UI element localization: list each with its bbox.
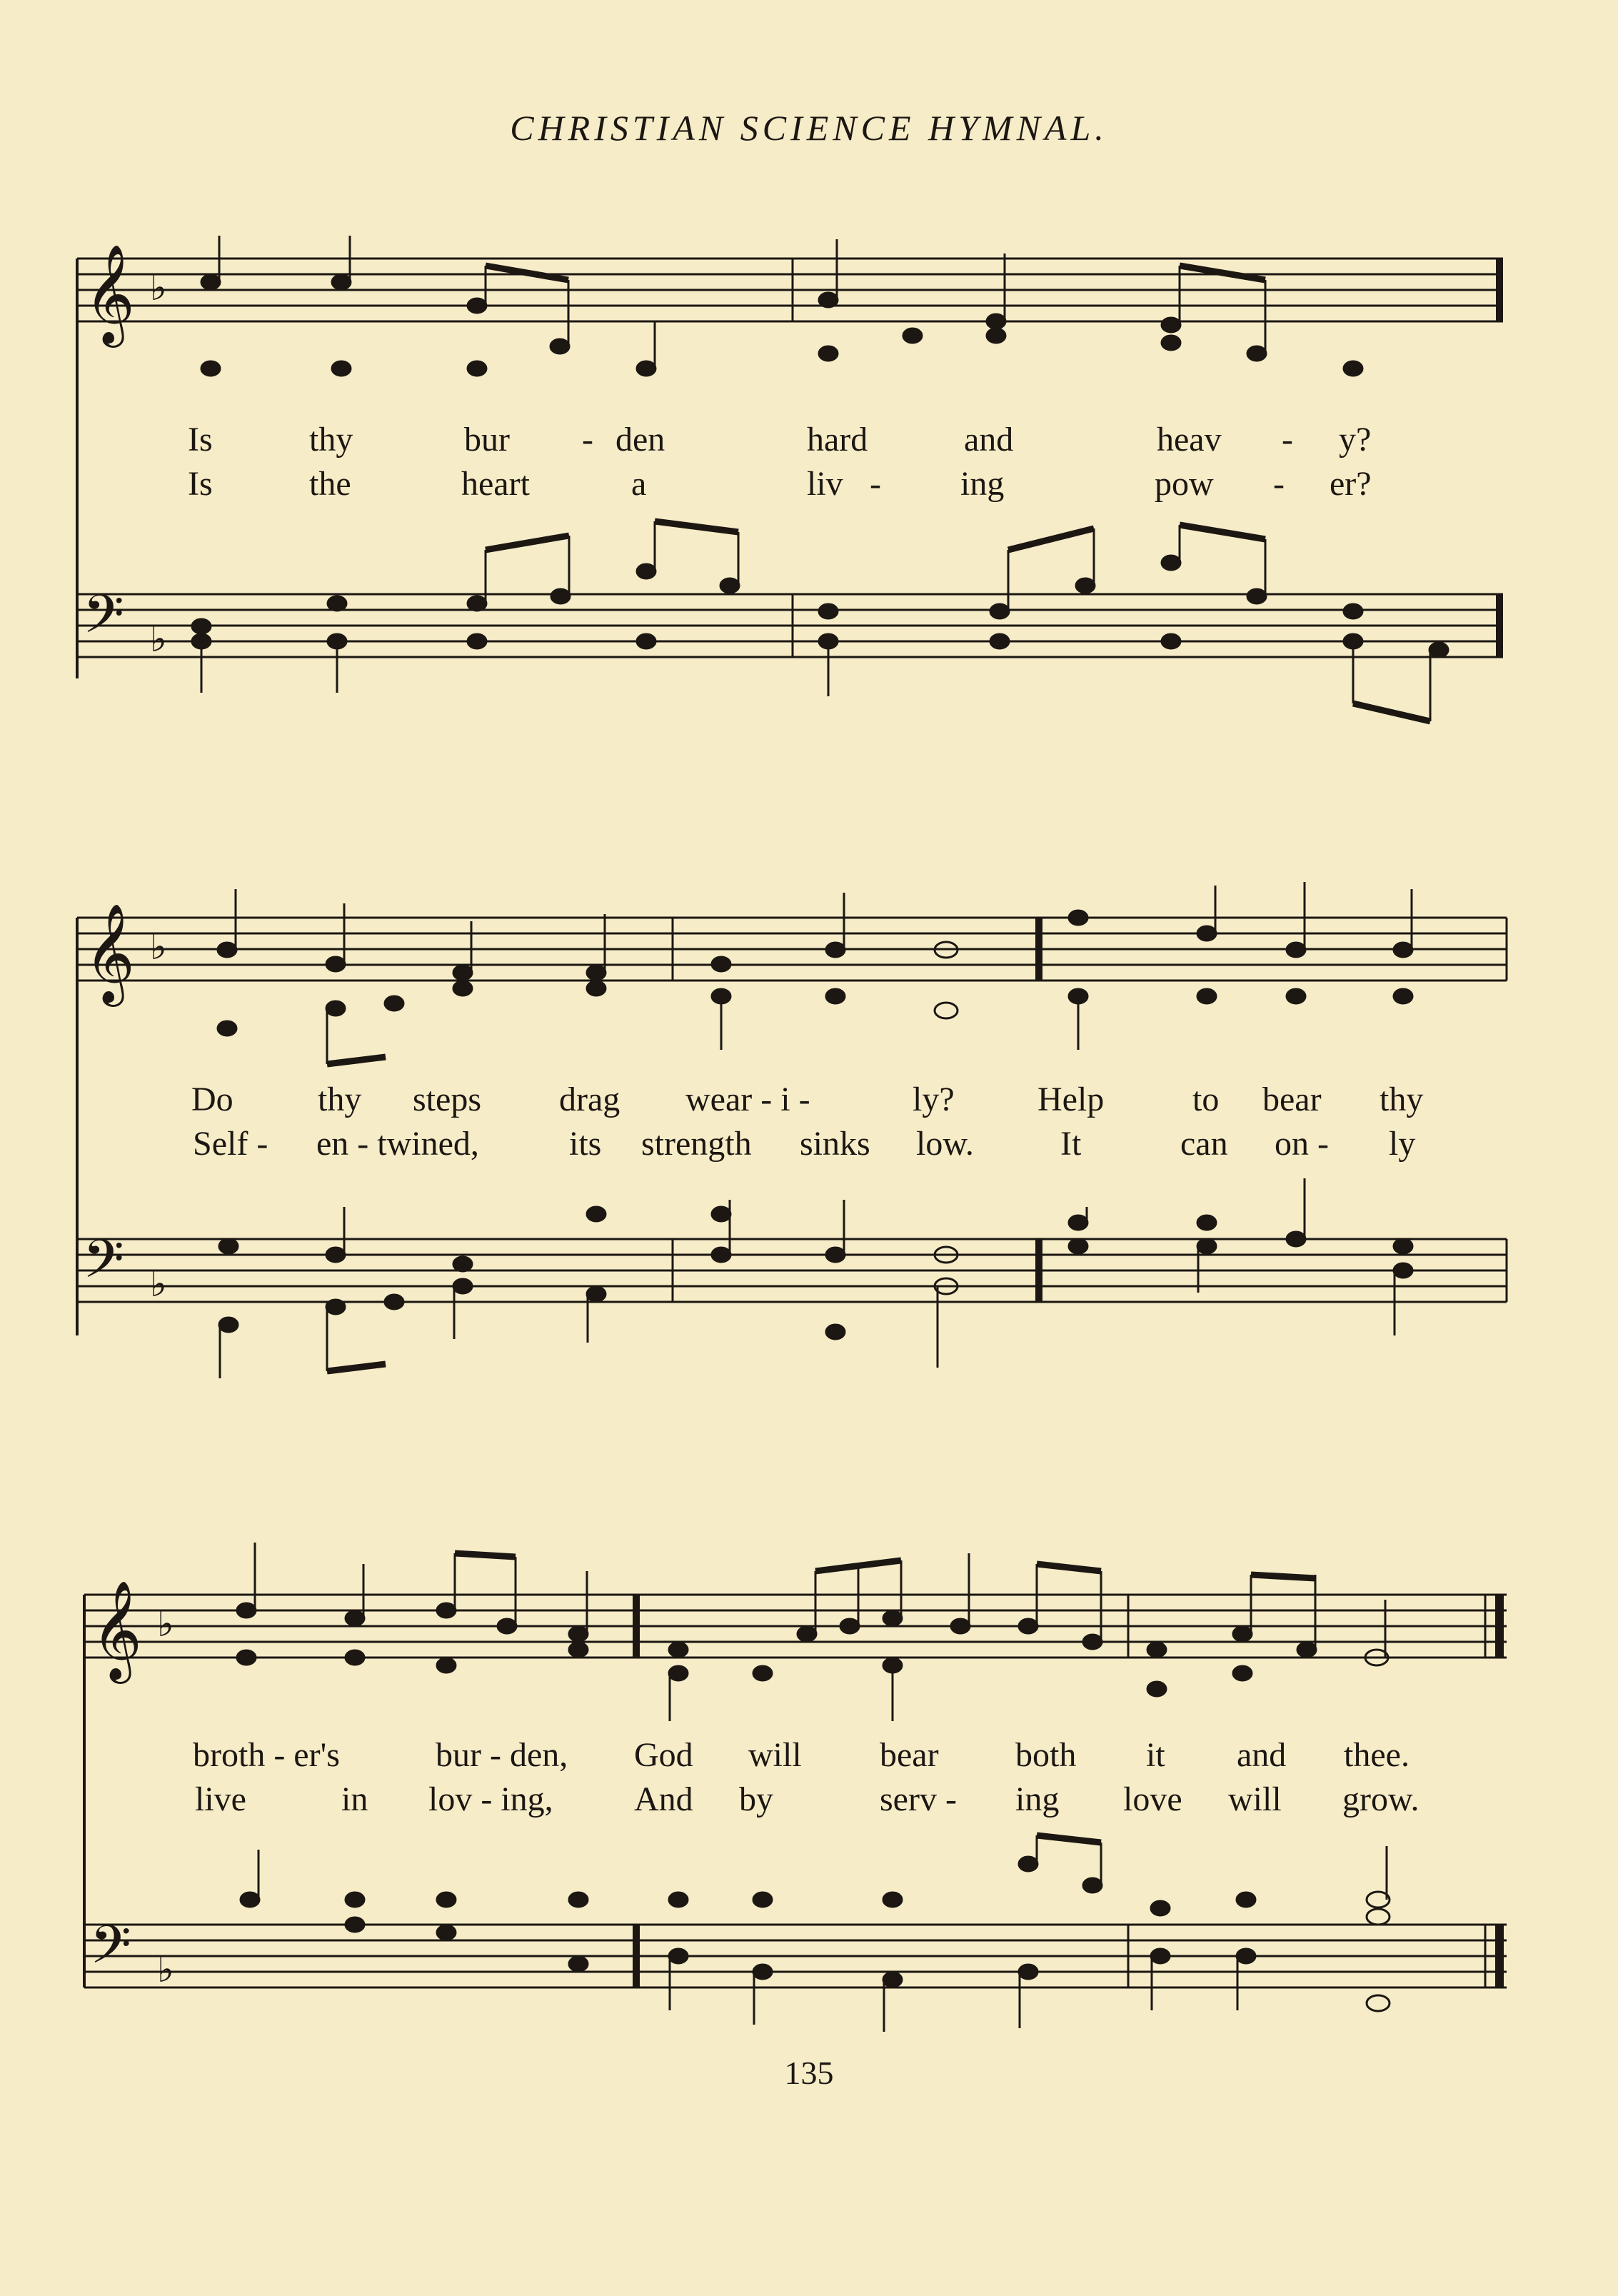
bass-staff-3 bbox=[84, 1925, 1507, 1987]
treble-staff-3 bbox=[84, 1595, 1507, 1658]
treble-clef-icon: 𝄞 bbox=[84, 903, 135, 1003]
lyric-syllable: ly? bbox=[913, 1081, 955, 1118]
lyric-syllable: thy bbox=[318, 1081, 362, 1118]
thick-barline bbox=[633, 1595, 640, 1658]
lyric-syllable: thy bbox=[309, 421, 353, 458]
lyric-syllable: by bbox=[739, 1780, 773, 1818]
lyric-syllable: live bbox=[195, 1780, 246, 1818]
lyric-syllable: and bbox=[1237, 1736, 1287, 1774]
treble-clef-icon: 𝄞 bbox=[84, 244, 135, 344]
flat-key-signature-icon: ♭ bbox=[150, 618, 167, 660]
notes-system-3 bbox=[237, 1543, 1390, 2032]
lyric-syllable: Is bbox=[188, 465, 213, 503]
lyric-syllable: it bbox=[1146, 1736, 1165, 1774]
flat-key-signature-icon: ♭ bbox=[157, 1603, 174, 1645]
lyric-syllable: serv - bbox=[880, 1780, 957, 1818]
lyric-syllable: low. bbox=[916, 1125, 974, 1163]
flat-key-signature-icon: ♭ bbox=[150, 267, 167, 309]
lyric-syllable: - bbox=[1273, 465, 1285, 503]
lyric-syllable: en - twined, bbox=[316, 1125, 479, 1163]
lyric-syllable: God bbox=[634, 1736, 693, 1774]
final-barline bbox=[1495, 1925, 1504, 1987]
lyric-syllable: will bbox=[748, 1736, 802, 1774]
flat-key-signature-icon: ♭ bbox=[150, 926, 167, 968]
lyric-syllable: y? bbox=[1339, 421, 1372, 458]
page-number: 135 bbox=[784, 2055, 834, 2091]
final-barline bbox=[1495, 1595, 1504, 1658]
lyric-syllable: bear bbox=[1262, 1081, 1322, 1118]
flat-key-signature-icon: ♭ bbox=[157, 1949, 174, 1990]
lyric-syllable: hard bbox=[807, 421, 868, 458]
lyric-syllable: heart bbox=[461, 465, 530, 503]
lyric-syllable: It bbox=[1060, 1125, 1082, 1163]
flat-key-signature-icon: ♭ bbox=[150, 1263, 167, 1305]
lyric-syllable: wear - i - bbox=[685, 1081, 810, 1118]
lyric-syllable: ing bbox=[960, 465, 1005, 503]
lyric-syllable: - bbox=[1282, 421, 1293, 458]
lyric-syllable: bur - den, bbox=[436, 1736, 568, 1774]
lyric-syllable: and bbox=[964, 421, 1014, 458]
lyric-syllable: Help bbox=[1037, 1081, 1105, 1118]
lyric-syllable: sinks bbox=[800, 1125, 870, 1163]
lyric-syllable: a bbox=[631, 465, 647, 503]
lyric-syllable: ing bbox=[1015, 1780, 1060, 1818]
lyric-syllable: Self - bbox=[193, 1125, 268, 1163]
lyric-syllable: bur bbox=[464, 421, 510, 458]
lyric-syllable: er? bbox=[1330, 465, 1372, 503]
lyric-syllable: - bbox=[870, 465, 881, 503]
lyric-syllable: the bbox=[309, 465, 351, 503]
bass-clef-icon: 𝄢 bbox=[83, 583, 124, 658]
lyric-syllable: in bbox=[341, 1780, 368, 1818]
lyric-syllable: both bbox=[1015, 1736, 1077, 1774]
lyric-syllable: den bbox=[615, 421, 665, 458]
lyric-syllable: broth - er's bbox=[193, 1736, 340, 1774]
lyric-syllable: grow. bbox=[1342, 1780, 1419, 1818]
lyric-syllable: - bbox=[582, 421, 593, 458]
lyric-syllable: can bbox=[1180, 1125, 1228, 1163]
lyric-syllable: its bbox=[569, 1125, 602, 1163]
lyric-syllable: pow bbox=[1155, 465, 1214, 503]
lyric-syllable: to bbox=[1192, 1081, 1220, 1118]
lyric-syllable: ly bbox=[1389, 1125, 1416, 1163]
lyric-syllable: Do bbox=[191, 1081, 233, 1118]
lyric-syllable: And bbox=[634, 1780, 693, 1818]
bass-clef-icon: 𝄢 bbox=[90, 1914, 131, 1989]
lyric-syllable: liv bbox=[807, 465, 843, 503]
lyric-syllable: strength bbox=[641, 1125, 752, 1163]
lyric-syllable: steps bbox=[413, 1081, 481, 1118]
lyric-syllable: will bbox=[1228, 1780, 1282, 1818]
lyric-syllable: love bbox=[1123, 1780, 1182, 1818]
treble-clef-icon: 𝄞 bbox=[91, 1580, 142, 1680]
lyric-syllable: lov - ing, bbox=[428, 1780, 553, 1818]
thick-barline bbox=[633, 1925, 640, 1987]
bass-clef-icon: 𝄢 bbox=[83, 1228, 124, 1303]
lyric-syllable: thy bbox=[1380, 1081, 1424, 1118]
lyric-syllable: Is bbox=[188, 421, 213, 458]
lyric-syllable: bear bbox=[880, 1736, 939, 1774]
lyric-syllable: heav bbox=[1157, 421, 1222, 458]
lyric-syllable: thee. bbox=[1344, 1736, 1410, 1774]
running-title: CHRISTIAN SCIENCE HYMNAL. bbox=[510, 108, 1108, 148]
lyric-syllable: drag bbox=[559, 1081, 620, 1118]
lyric-syllable: on - bbox=[1275, 1125, 1329, 1163]
